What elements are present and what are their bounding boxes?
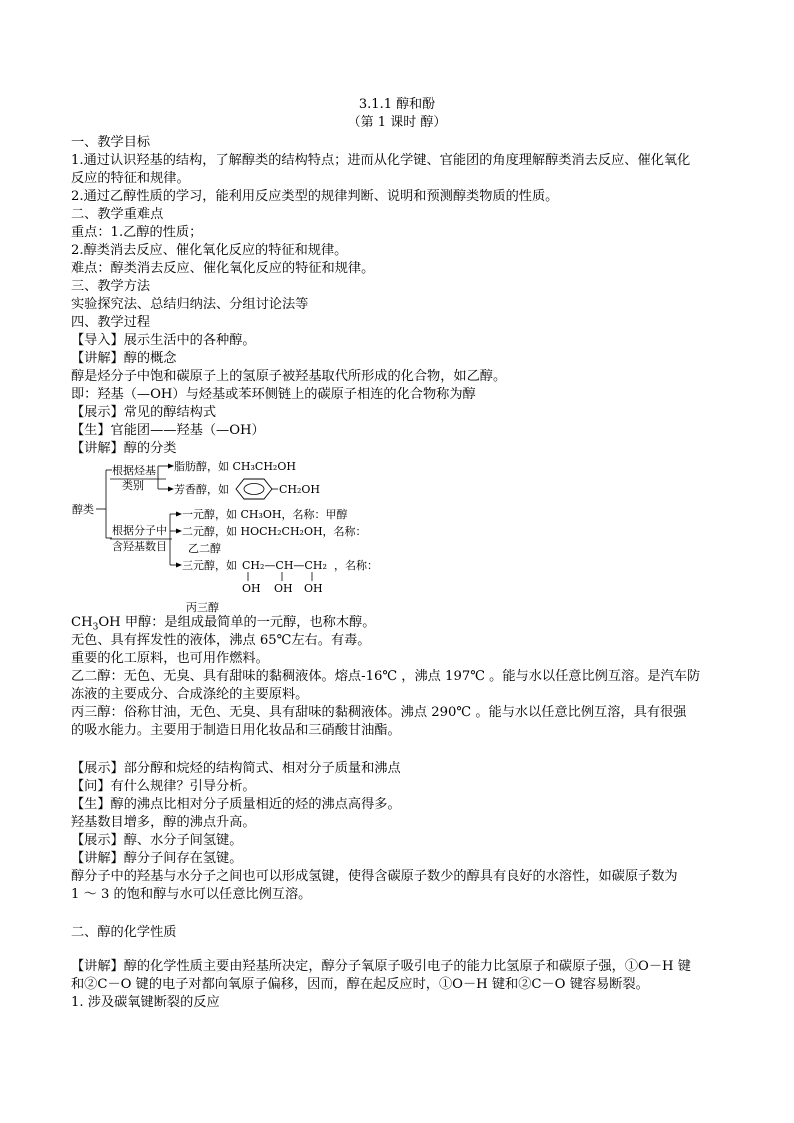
diagram-hydroxyl-1: OH — [242, 582, 261, 595]
paragraph-line: 2.通过乙醇性质的学习，能利用反应类型的规律判断、说明和预测醇类物质的性质。 — [71, 189, 559, 204]
diagram-name-glycerol: 丙三醇 — [186, 601, 219, 614]
diagram-category-hydroxyl: 根据分子中 — [112, 524, 167, 537]
diagram-name-ethylene-glycol: 乙二醇 — [188, 542, 221, 555]
section-heading-process: 四、教学过程 — [71, 315, 151, 330]
paragraph-line: 丙三醇：俗称甘油，无色、无臭、具有甜味的黏稠液体。沸点 290℃ 。能与水以任意比例互溶，具有很强 — [71, 705, 687, 720]
document-subtitle: （第 1 课时 醇） — [347, 115, 447, 130]
section-heading-key-points: 二、教学重难点 — [71, 207, 164, 222]
diagram-hydroxyl-3: OH — [304, 582, 323, 595]
paragraph-line: 和②C－O 键的电子对都向氧原子偏移，因而，醇在起反应时，①O－H 键和②C－O 键容易断裂。 — [71, 977, 649, 992]
paragraph-line: 的吸水能力。主要用于制造日用化妆品和三硝酸甘油酯。 — [71, 723, 401, 738]
paragraph-line: 【讲解】醇分子间存在氢键。 — [71, 851, 243, 866]
paragraph-line: 反应的特征和规律。 — [71, 171, 190, 186]
methanol-description: 甲醇：是组成最简单的一元醇，也称木醇。 — [124, 615, 376, 630]
diagram-branch-aromatic: 芳香醇，如 — [174, 483, 229, 496]
diagram-branch-aliphatic: 脂肪醇，如 CH₃CH₂OH — [174, 460, 296, 473]
paragraph-line: 醇分子中的羟基与水分子之间也可以形成氢键，使得含碳原子数少的醇具有良好的水溶性，如碳原子数为 — [71, 869, 678, 884]
diagram-branch-dihydric: 二元醇，如 HOCH₂CH₂OH，名称： — [182, 525, 367, 538]
paragraph-line: 冻液的主要成分、合成涤纶的主要原料。 — [71, 687, 309, 702]
paragraph-line: 重点：1.乙醇的性质； — [71, 225, 203, 240]
paragraph-line: 1 ～ 3 的饱和醇与水可以任意比例互溶。 — [71, 887, 312, 902]
paragraph-line: 【导入】展示生活中的各种醇。 — [71, 333, 256, 348]
methanol-formula-subscript: 3 — [92, 622, 99, 633]
paragraph-line: 【问】有什么规律？引导分析。 — [71, 779, 256, 794]
methanol-formula-oh: OH — [98, 615, 125, 630]
alcohol-classification-diagram — [66, 458, 386, 616]
paragraph-line: 重要的化工原料，也可用作燃料。 — [71, 651, 269, 666]
diagram-category-hydrocarbon: 根据烃基 — [112, 464, 156, 477]
diagram-hydroxyl-2: OH — [274, 582, 293, 595]
diagram-branch-trihydric: 三元醇，如 — [182, 559, 237, 572]
paragraph-line: 1.通过认识羟基的结构，了解醇类的结构特点；进而从化学键、官能团的角度理解醇类消去反应、催化氧化 — [71, 153, 691, 168]
paragraph-line: 【讲解】醇的分类 — [71, 441, 177, 456]
paragraph-line: 【讲解】醇的化学性质主要由羟基所决定，醇分子氧原子吸引电子的能力比氢原子和碳原子强，①O－H 键 — [71, 959, 691, 974]
paragraph-line: 羟基数目增多，醇的沸点升高。 — [71, 815, 256, 830]
paragraph-line: 【展示】部分醇和烷烃的结构简式、相对分子质量和沸点 — [71, 761, 401, 776]
paragraph-line: 无色、具有挥发性的液体，沸点 65℃左右。有毒。 — [71, 633, 371, 648]
diagram-glycerol-chain: CH₂—CH—CH₂ — [242, 559, 327, 572]
paragraph-line: 1. 涉及碳氧键断裂的反应 — [71, 995, 220, 1010]
diagram-category-hydrocarbon-sub: 类别 — [122, 479, 144, 492]
paragraph-line: 实验探究法、总结归纳法、分组讨论法等 — [71, 297, 309, 312]
section-heading-chemical-properties: 二、醇的化学性质 — [71, 925, 177, 940]
diagram-trihydric-name-prefix: ，名称： — [334, 559, 378, 572]
paragraph-line: 【生】官能团——羟基（—OH） — [71, 423, 265, 438]
section-heading-objectives: 一、教学目标 — [71, 135, 151, 150]
paragraph-line: 乙二醇：无色、无臭、具有甜味的黏稠液体。熔点-16℃ ，沸点 197℃ 。能与水以任意比例互溶。是汽车防 — [71, 669, 701, 684]
paragraph-line: 即：羟基（—OH）与烃基或苯环侧链上的碳原子相连的化合物称为醇 — [71, 387, 476, 402]
diagram-category-hydroxyl-sub: 含羟基数目 — [112, 540, 167, 553]
section-heading-methods: 三、教学方法 — [71, 279, 151, 294]
paragraph-line: 难点：醇类消去反应、催化氧化反应的特征和规律。 — [71, 261, 375, 276]
paragraph-line: 【展示】常见的醇结构式 — [71, 405, 217, 420]
paragraph-line: 【讲解】醇的概念 — [71, 351, 177, 366]
document-title: 3.1.1 醇和酚 — [358, 97, 436, 112]
diagram-root-label: 醇类 — [72, 503, 94, 516]
benzene-ring-icon — [236, 479, 272, 499]
paragraph-line: 醇是烃分子中饱和碳原子上的氢原子被羟基取代所形成的化合物，如乙醇。 — [71, 369, 507, 384]
paragraph-line: 【生】醇的沸点比相对分子质量相近的烃的沸点高得多。 — [71, 797, 401, 812]
diagram-branch-monohydric: 一元醇，如 CH₃OH，名称：甲醇 — [182, 508, 348, 521]
paragraph-line: 【展示】醇、水分子间氢键。 — [71, 833, 243, 848]
paragraph-line: 2.醇类消去反应、催化氧化反应的特征和规律。 — [71, 243, 348, 258]
methanol-formula-c: CH — [71, 615, 93, 630]
diagram-benzyl-group: CH₂OH — [279, 483, 321, 496]
